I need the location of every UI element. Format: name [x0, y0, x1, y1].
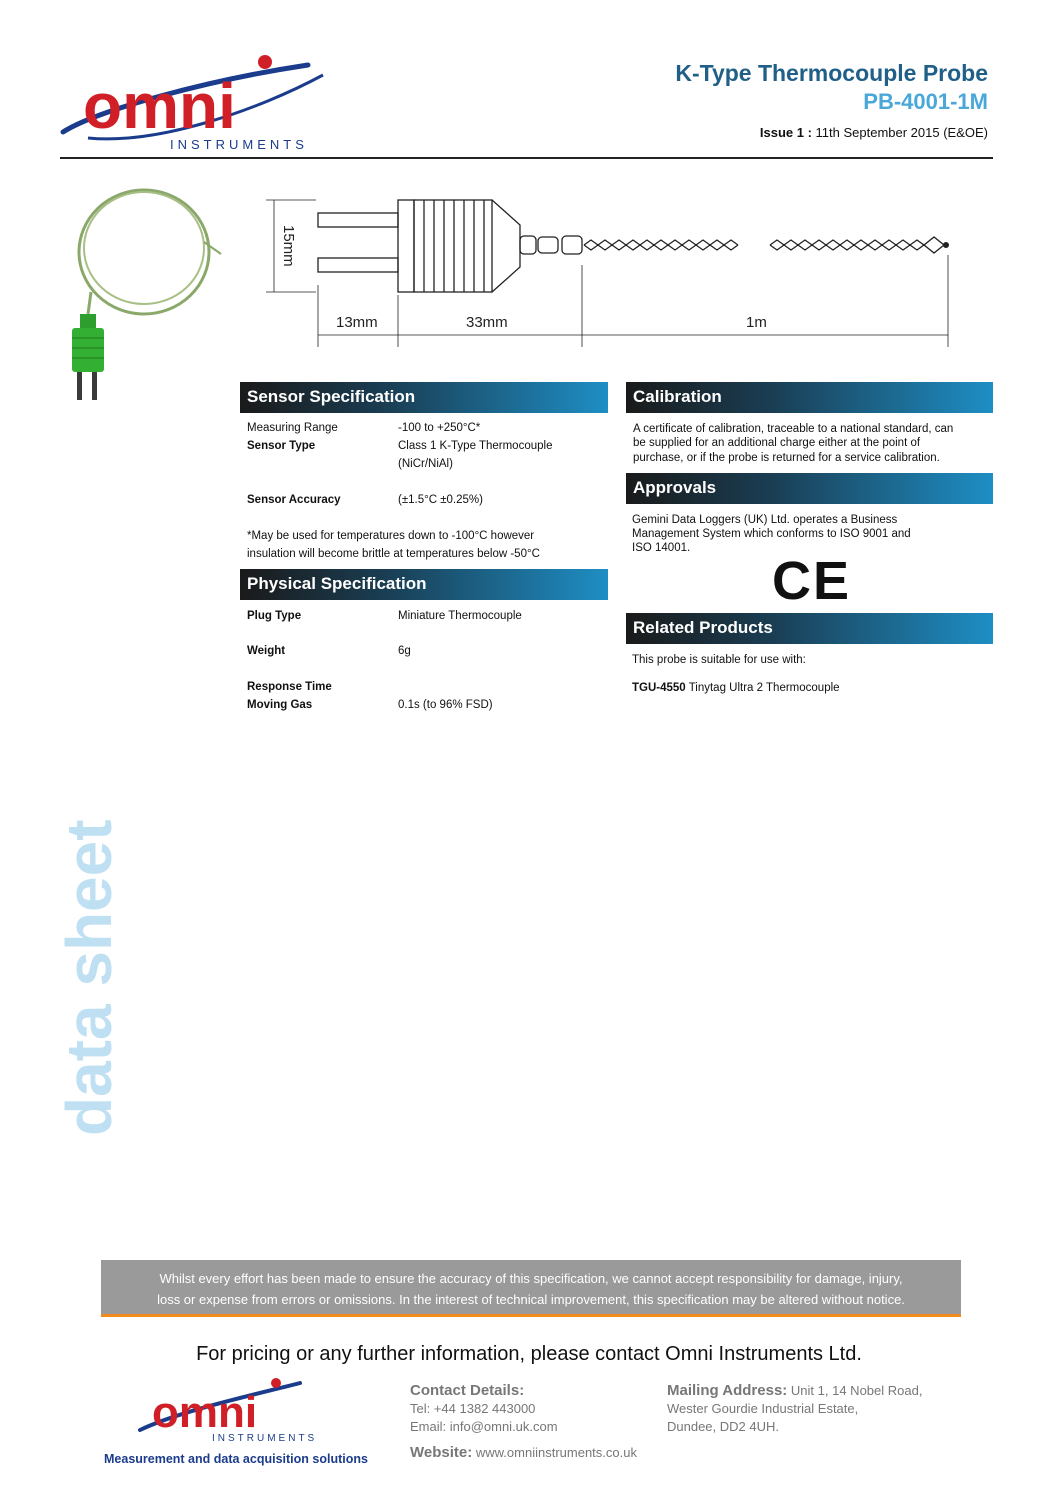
weight-value: 6g [398, 645, 411, 657]
plug-type-label: Plug Type [247, 610, 302, 622]
plug-type-value: Miniature Thermocouple [398, 610, 522, 622]
watermark-text: data sheet [53, 819, 125, 1136]
probe-photo [66, 182, 231, 404]
omni-logo [58, 50, 338, 155]
sensor-accuracy-label: Sensor Accuracy [247, 494, 341, 506]
response-time-label: Response Time [247, 681, 332, 693]
disclaimer-line-1: Whilst every effort has been made to ensure the accuracy of this specification, we cannot accept responsibility for damage, injury, [159, 1271, 903, 1286]
sensor-type-value-2: (NiCr/NiAl) [398, 458, 453, 470]
physical-spec-heading: Physical Specification [240, 569, 608, 600]
approvals-line-3: ISO 14001. [632, 542, 691, 554]
footer-logo-brand: omni [152, 1388, 258, 1437]
sensor-accuracy-value: (±1.5°C ±0.25%) [398, 494, 483, 506]
contact-email[interactable]: Email: info@omni.uk.com [410, 1419, 558, 1434]
data-sheet-watermark [48, 790, 128, 1140]
contact-details [410, 1382, 558, 1436]
sensor-range-value: -100 to +250°C* [398, 422, 481, 434]
approvals-heading: Approvals [626, 473, 993, 504]
footer-logo-tagline: Measurement and data acquisition solutions [104, 1452, 368, 1466]
mail-line-2: Wester Gourdie Industrial Estate, [667, 1401, 859, 1416]
sensor-note-1: *May be used for temperatures down to -100°C however [247, 530, 535, 542]
issue-date: 11th September 2015 (E&OE) [815, 125, 988, 140]
calibration-heading: Calibration [626, 382, 993, 413]
moving-gas-value: 0.1s (to 96% FSD) [398, 699, 493, 711]
dim-cable-length: 1m [746, 314, 767, 331]
website-label: Website: [410, 1444, 473, 1461]
weight-label: Weight [247, 645, 286, 657]
approvals-line-1: Gemini Data Loggers (UK) Ltd. operates a Business [632, 514, 898, 526]
issue-label: Issue 1 : [759, 125, 812, 140]
product-code: PB-4001-1M [863, 89, 988, 114]
dim-plug-body: 33mm [466, 314, 508, 331]
mail-line-1: Unit 1, 14 Nobel Road, [790, 1383, 923, 1398]
dim-plug-pins: 13mm [336, 314, 378, 331]
sensor-type-label: Sensor Type [247, 440, 316, 452]
mailing-address [667, 1382, 922, 1436]
logo-subtitle: INSTRUMENTS [170, 137, 308, 152]
sensor-spec-heading: Sensor Specification [240, 382, 608, 413]
mail-label: Mailing Address: [667, 1382, 788, 1399]
dimension-diagram [258, 185, 958, 355]
sensor-note-2: insulation will become brittle at temperatures below -50°C [247, 548, 540, 560]
mail-line-3: Dundee, DD2 4UH. [667, 1419, 779, 1434]
related-intro: This probe is suitable for use with: [632, 654, 806, 666]
related-product-name: Tinytag Ultra 2 Thermocouple [688, 682, 840, 694]
calibration-line-2: be supplied for an additional charge either at the point of [633, 437, 921, 449]
calibration-line-1: A certificate of calibration, traceable to a national standard, can [633, 423, 954, 435]
page-title: K-Type Thermocouple Probe [675, 60, 988, 86]
website-link[interactable]: www.omniinstruments.co.uk [475, 1445, 637, 1460]
sensor-range-label: Measuring Range [247, 422, 338, 434]
dim-height-label: 15mm [280, 225, 297, 267]
omni-logo-footer [102, 1375, 377, 1470]
contact-heading: Contact Details: [410, 1382, 525, 1399]
header-block [675, 60, 988, 140]
header-divider [60, 157, 993, 159]
issue-line [675, 125, 988, 140]
approvals-line-2: Management System which conforms to ISO 9001 and [632, 528, 911, 540]
footer-logo-subtitle: INSTRUMENTS [212, 1433, 318, 1444]
website [410, 1444, 637, 1461]
disclaimer-box [101, 1260, 961, 1317]
sensor-type-value: Class 1 K-Type Thermocouple [398, 440, 553, 452]
logo-brand: omni [83, 70, 236, 142]
ce-mark: CE [772, 551, 852, 611]
contact-invitation: For pricing or any further information, please contact Omni Instruments Ltd. [196, 1343, 862, 1365]
disclaimer-line-2: loss or expense from errors or omissions. In the interest of technical improvement, this specification may be altered without notice. [157, 1292, 905, 1307]
related-product-code: TGU-4550 [632, 682, 686, 694]
related-heading: Related Products [626, 613, 993, 644]
contact-tel: Tel: +44 1382 443000 [410, 1401, 536, 1416]
calibration-line-3: purchase, or if the probe is returned for a service calibration. [633, 452, 940, 464]
moving-gas-label: Moving Gas [247, 699, 313, 711]
related-product [632, 681, 840, 696]
